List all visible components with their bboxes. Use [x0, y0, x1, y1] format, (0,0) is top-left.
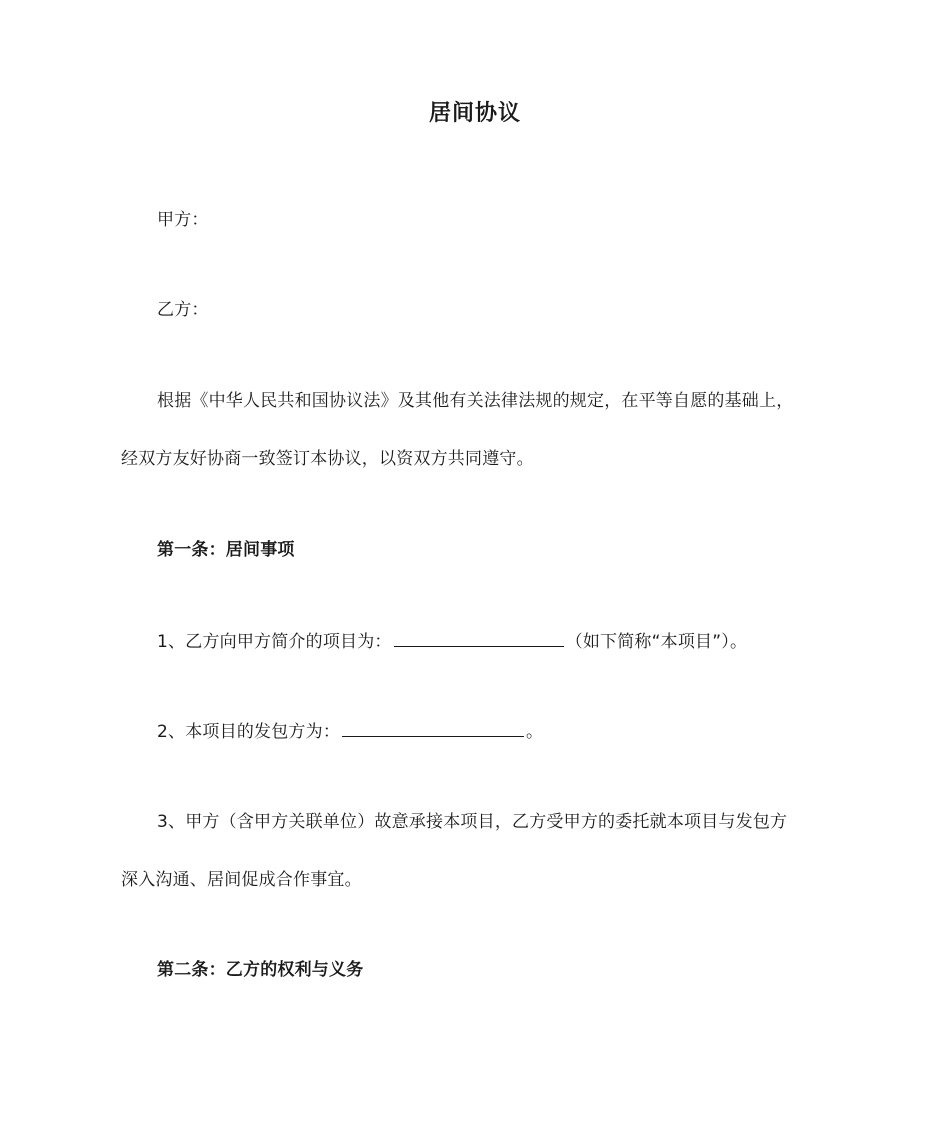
- article-1-item-3-line-1: 3、甲方（含甲方关联单位）故意承接本项目，乙方受甲方的委托就本项目与发包方: [157, 812, 788, 832]
- item-1-suffix: （如下简称“本项目”）。: [565, 632, 748, 652]
- item-2-prefix: 2、本项目的发包方为：: [157, 722, 341, 742]
- party-b-label: 乙方：: [157, 300, 209, 320]
- party-a-label: 甲方：: [157, 210, 209, 230]
- article-1-item-2: [157, 720, 543, 743]
- article-2-heading: 第二条：乙方的权利与义务: [157, 960, 364, 980]
- document-title: 居间协议: [428, 101, 521, 126]
- article-1-item-1: [157, 630, 747, 653]
- article-1-heading: 第一条：居间事项: [157, 540, 295, 560]
- project-name-blank: [394, 630, 564, 647]
- item-1-prefix: 1、乙方向甲方简介的项目为：: [157, 632, 392, 652]
- preamble-line-1: 根据《中华人民共和国协议法》及其他有关法律法规的规定，在平等自愿的基础上，: [157, 391, 794, 411]
- contractor-blank: [342, 720, 524, 737]
- item-2-suffix: 。: [526, 722, 544, 742]
- preamble-line-2: 经双方友好协商一致签订本协议，以资双方共同遵守。: [121, 449, 534, 469]
- article-1-item-3-line-2: 深入沟通、居间促成合作事宜。: [121, 870, 362, 890]
